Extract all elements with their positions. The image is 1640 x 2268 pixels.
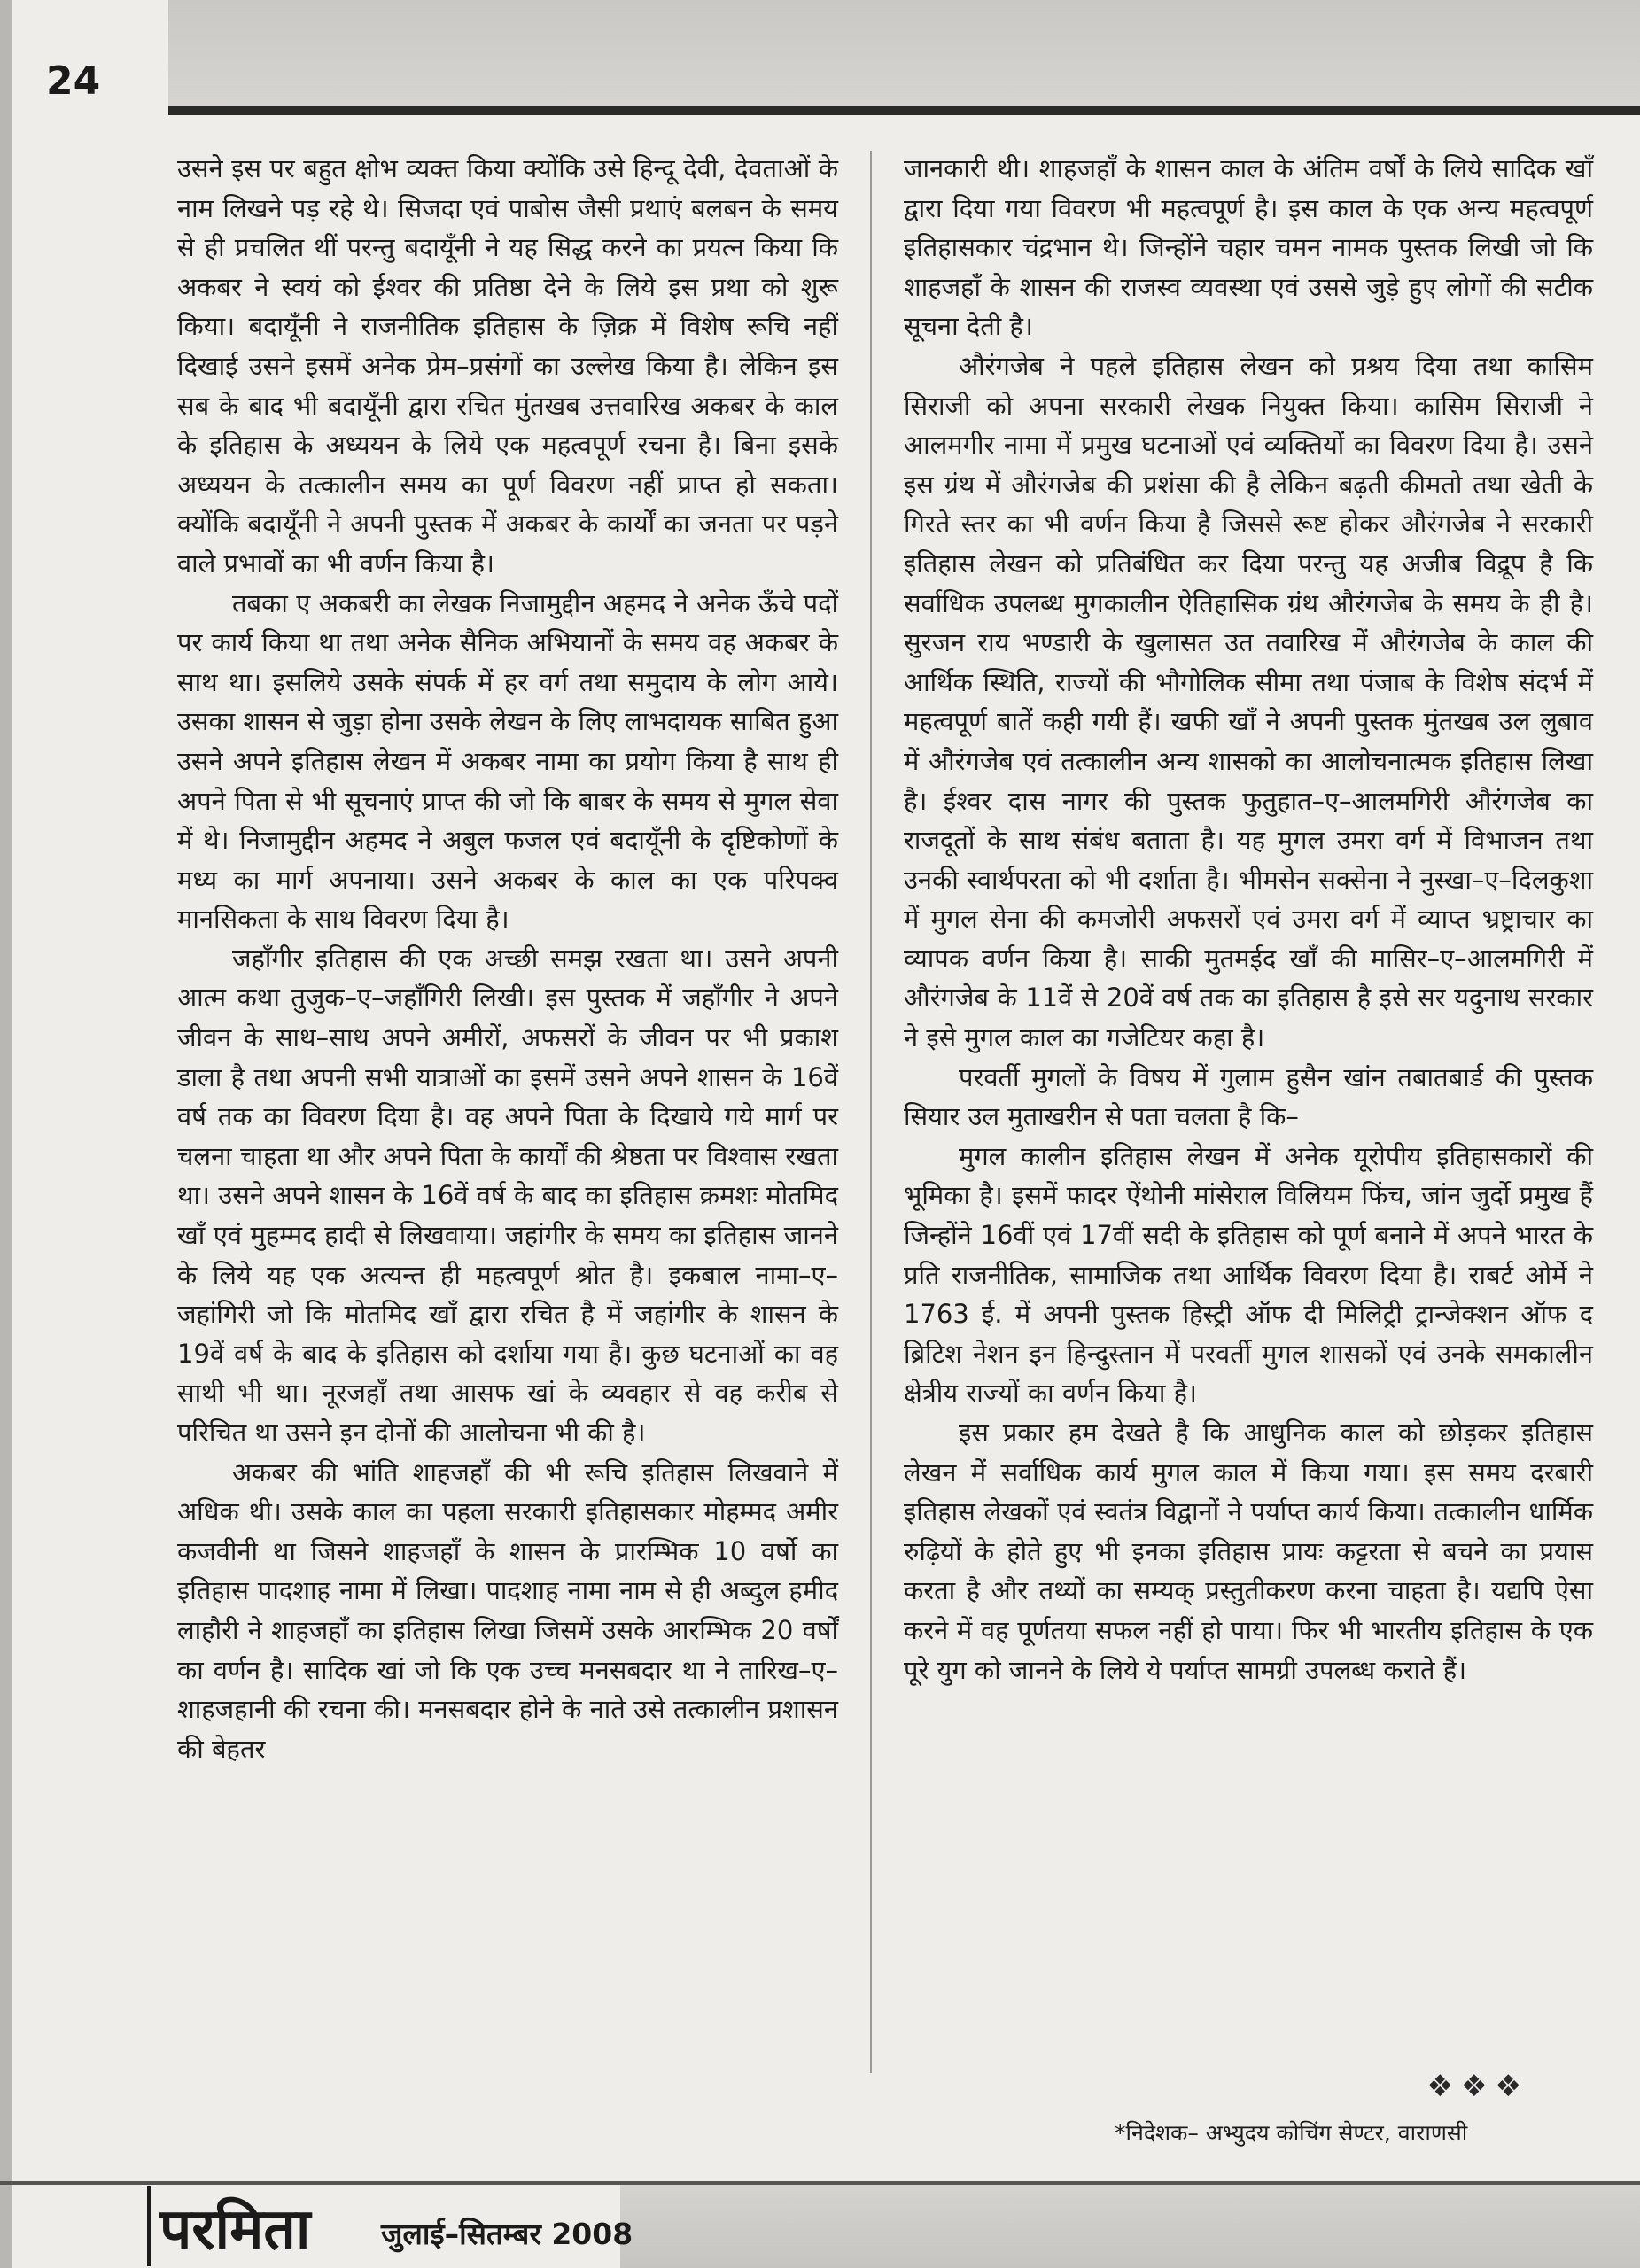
paragraph: इस प्रकार हम देखते है कि आधुनिक काल को छोड़कर इतिहास लेखन में सर्वाधिक कार्य मुगल काल में किया गया। इस समय दरबारी इतिहास लेखकों एवं स्वतंत्र विद्वानों ने पर्याप्त कार्य किया। तत्कालीन धार्मिक रुढ़ियों के होते हुए भी इनका इतिहास प्रायः कट्टरता से बचने का प्रयास करता है और तथ्यों का सम्यक् प्रस्तुतीकरण करना चाहता है। यद्यपि ऐसा करने में वह पूर्णतया सफल नहीं हो पाया। फिर भी भारतीय इतिहास के एक पूरे युग को जानने के लिये ये पर्याप्त सामग्री उपलब्ध कराते हैं। xyxy=(904,1418,1593,1685)
author-note: *निदेशक– अभ्युदय कोचिंग सेण्टर, वाराणसी xyxy=(1115,2120,1468,2146)
paragraph: तबका ए अकबरी का लेखक निजामुद्दीन अहमद ने अनेक ऊँचे पदों पर कार्य किया था तथा अनेक सैनिक अभियानों के समय वह अकबर के साथ था। इसलिये उसके संपर्क में हर वर्ग तथा समुदाय के लोग आये। उसका शासन से जुड़ा होना उसके लेखन के लिए लाभदायक साबित हुआ उसने अपने इतिहास लेखन में अकबर नामा का प्रयोग किया है साथ ही अपने पिता से भी सूचनाएं प्राप्त की जो कि बाबर के समय से मुगल सेवा में थे। निजामुद्दीन अहमद ने अबुल फजल एवं बदायूँनी के दृष्टिकोणों के मध्य का मार्ग अपनाया। उसने अकबर के काल का एक परिपक्व मानसिकता के साथ विवरण दिया है। xyxy=(177,587,838,935)
right-text-column xyxy=(904,149,1593,1689)
header-rule xyxy=(168,106,1640,115)
page-number: 24 xyxy=(46,58,101,104)
footer-bar xyxy=(147,2186,151,2266)
paragraph: परवर्ती मुगलों के विषय में गुलाम हुसैन खांन तबातबार्ड की पुस्तक सियार उल मुताखरीन से पता चलता है कि– xyxy=(904,1061,1593,1132)
paragraph: औरंगजेब ने पहले इतिहास लेखन को प्रश्रय दिया तथा कासिम सिराजी को अपना सरकारी लेखक नियुक्त किया। कासिम सिराजी ने आलमगीर नामा में प्रमुख घटनाओं एवं व्यक्तियों का विवरण दिया है। उसने इस ग्रंथ में औरंगजेब की प्रशंसा की है लेकिन बढ़ती कीमतो तथा खेती के गिरते स्तर का भी वर्णन किया है जिससे रूष्ट होकर औरंगजेब ने सरकारी इतिहास लेखन को प्रतिबंधित कर दिया परन्तु यह अजीब विद्रूप है कि सर्वाधिक उपलब्ध मुगकालीन ऐतिहासिक ग्रंथ औरंगजेब के समय के ही है। सुरजन राय भण्डारी के खुलासत उत तवारिख में औरंगजेब के काल की आर्थिक स्थिति, राज्यों की भौगोलिक सीमा तथा पंजाब के विशेष संदर्भ में महत्वपूर्ण बातें कही गयी हैं। खफी खाँ ने अपनी पुस्तक मुंतखब उल लुबाव में औरंगजेब एवं तत्कालीन अन्य शासको का आलोचनात्मक इतिहास लिखा है। ईश्वर दास नागर की पुस्तक फुतुहात–ए–आलमगिरी औरंगजेब का राजदूतों के साथ संबंध बताता है। यह मुगल उमरा वर्ग में विभाजन तथा उनकी स्वार्थपरता को भी दर्शाता है। भीमसेन सक्सेना ने नुस्खा–ए–दिलकुशा में मुगल सेना की कमजोरी अफसरों एवं उमरा वर्ग में व्याप्त भ्रष्ट्राचार का व्यापक वर्णन किया है। साकी मुतमईद खाँ की मासिर–ए–आलमगिरी में औरंगजेब के 11वें से 20वें वर्ष तक का इतिहास है इसे सर यदुनाथ सरकार ने इसे मुगल काल का गजेटियर कहा है। xyxy=(904,350,1593,1053)
column-divider xyxy=(870,151,872,2073)
magazine-title: परमिता xyxy=(159,2196,311,2263)
paragraph: जहाँगीर इतिहास की एक अच्छी समझ रखता था। उसने अपनी आत्म कथा तुजुक–ए–जहाँगिरी लिखी। इस पुस्तक में जहाँगीर ने अपने जीवन के साथ–साथ अपने अमीरों, अफसरों के जीवन पर भी प्रकाश डाला है तथा अपनी सभी यात्राओं का इसमें उसने अपने शासन के 16वें वर्ष तक का विवरण दिया है। वह अपने पिता के दिखाये गये मार्ग पर चलना चाहता था और अपने पिता के कार्यों की श्रेष्ठता पर विश्वास रखता था। उसने अपने शासन के 16वें वर्ष के बाद का इतिहास क्रमशः मोतमिद खाँ एवं मुहम्मद हादी से लिखवाया। जहांगीर के समय का इतिहास जानने के लिये यह एक अत्यन्त ही महत्वपूर्ण श्रोत है। इकबाल नामा–ए–जहांगिरी जो कि मोतमिद खाँ द्वारा रचित है में जहांगीर के शासन के 19वें वर्ष के बाद के इतिहास को दर्शाया गया है। कुछ घटनाओं का वह साथी भी था। नूरजहाँ तथा आसफ खां के व्यवहार से वह करीब से परिचित था उसने इन दोनों की आलोचना भी की है। xyxy=(177,943,838,1448)
paragraph: जानकारी थी। शाहजहाँ के शासन काल के अंतिम वर्षों के लिये सादिक खाँ द्वारा दिया गया विवरण भी महत्वपूर्ण है। इस काल के एक अन्य महत्वपूर्ण इतिहासकार चंद्रभान थे। जिन्होंने चहार चमन नामक पुस्तक लिखी जो कि शाहजहाँ के शासन की राजस्व व्यवस्था एवं उससे जुड़े हुए लोगों की सटीक सूचना देती है। xyxy=(904,153,1593,342)
issue-date: जुलाई–सितम्बर 2008 xyxy=(381,2217,633,2251)
footer-band xyxy=(620,2185,1640,2268)
left-text-column xyxy=(177,149,838,1768)
paragraph: उसने इस पर बहुत क्षोभ व्यक्त किया क्योंकि उसे हिन्दू देवी, देवताओं के नाम लिखने पड़ रहे थे। सिजदा एवं पाबोस जैसी प्रथाएं बलबन के समय से ही प्रचलित थीं परन्तु बदायूँनी ने यह सिद्ध करने का प्रयत्न किया कि अकबर ने स्वयं को ईश्वर की प्रतिष्ठा देने के लिये इस प्रथा को शुरू किया। बदायूँनी ने राजनीतिक इतिहास के ज़िक्र में विशेष रूचि नहीं दिखाई उसने इसमें अनेक प्रेम–प्रसंगों का उल्लेख किया है। लेकिन इस सब के बाद भी बदायूँनी द्वारा रचित मुंतखब उत्तवारिख अकबर के काल के इतिहास के अध्ययन के लिये एक महत्वपूर्ण रचना है। बिना इसके अध्ययन के तत्कालीन समय का पूर्ण विवरण नहीं प्राप्त हो सकता। क्योंकि बदायूँनी ने अपनी पुस्तक में अकबर के कार्यों का जनता पर पड़ने वाले प्रभावों का भी वर्णन किया है। xyxy=(177,153,838,579)
end-mark: ❖❖❖ xyxy=(1426,2069,1529,2104)
paragraph: अकबर की भांति शाहजहाँ की भी रूचि इतिहास लिखवाने में अधिक थी। उसके काल का पहला सरकारी इतिहासकार मोहम्मद अमीर कजवीनी था जिसने शाहजहाँ के शासन के प्रारम्भिक 10 वर्षो का इतिहास पादशाह नामा में लिखा। पादशाह नामा नाम से ही अब्दुल हमीद लाहौरी ने शाहजहाँ का इतिहास लिखा जिसमें उसके आरम्भिक 20 वर्षों का वर्णन है। सादिक खां जो कि एक उच्च मनसबदार था ने तारिख–ए–शाहजहानी की रचना की। मनसबदार होने के नाते उसे तत्कालीन प्रशासन की बेहतर xyxy=(177,1456,838,1764)
header-band xyxy=(168,0,1640,112)
binding-shadow xyxy=(0,0,12,2268)
paragraph: मुगल कालीन इतिहास लेखन में अनेक यूरोपीय इतिहासकारों की भूमिका है। इसमें फादर ऐंथोनी मांसेराल विलियम फिंच, जांन जुर्दो प्रमुख हैं जिन्होंने 16वीं एवं 17वीं सदी के इतिहास को पूर्ण बनाने में अपने भारत के प्रति राजनीतिक, सामाजिक तथा आर्थिक विवरण दिया है। राबर्ट ओर्मे ने 1763 ई. में अपनी पुस्तक हिस्ट्री ऑफ दी मिलिट्री ट्रान्जेक्शन ऑफ द ब्रिटिश नेशन इन हिन्दुस्तान में परवर्ती मुगल शासकों एवं उनके समकालीन क्षेत्रीय राज्यों का वर्णन किया है। xyxy=(904,1140,1593,1409)
